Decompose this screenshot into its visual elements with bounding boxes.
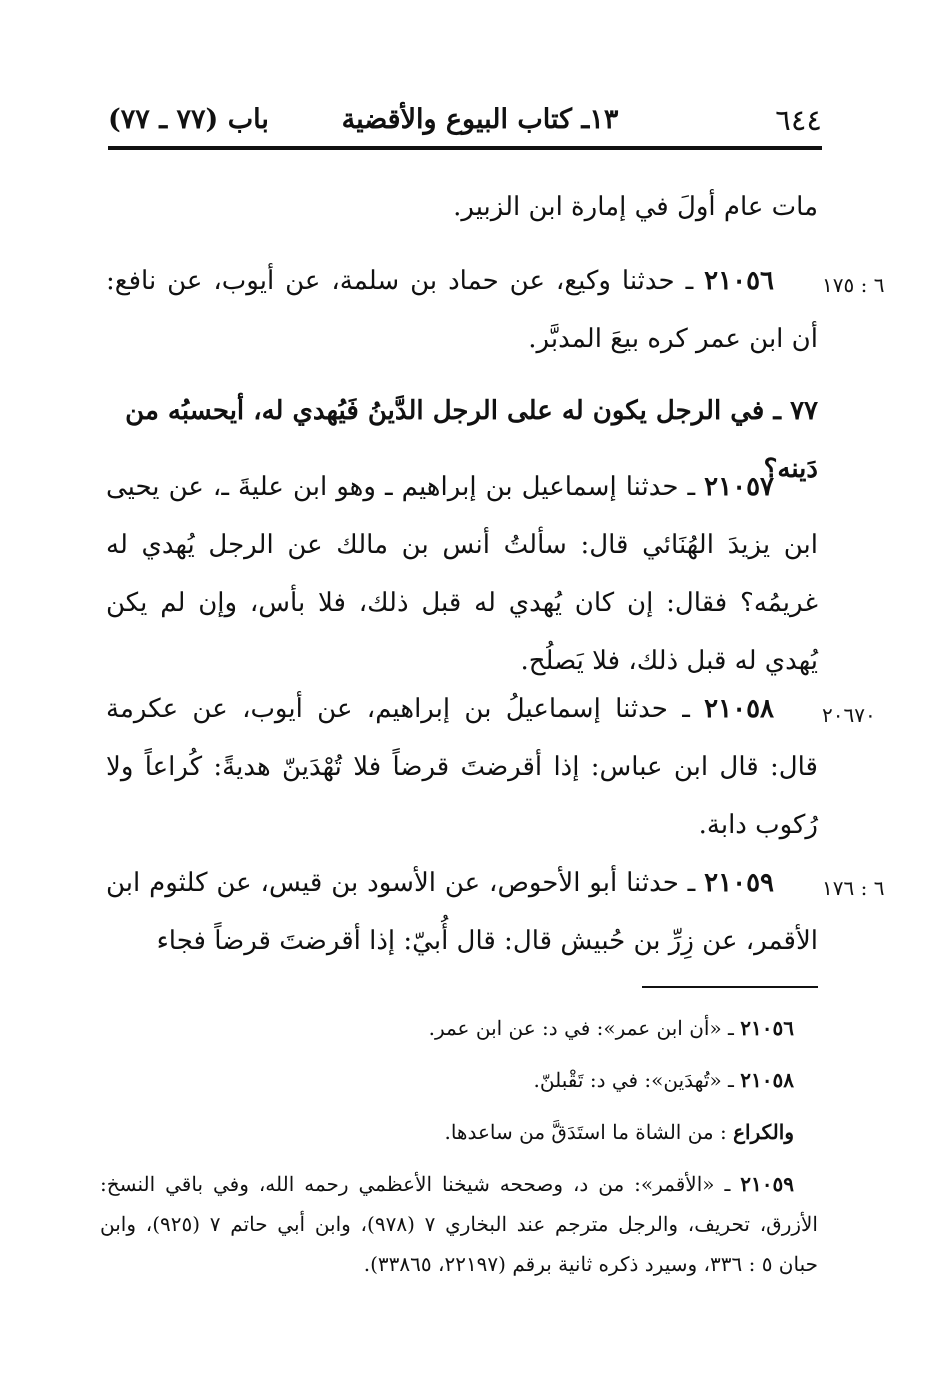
hadith-text: ـ حدثنا إسماعيلُ بن إبراهيم، عن أيوب، عن عكرمة قال: قال ابن عباس: إذا أقرضتَ قرضاً فلا تُهْدَينّ هديةً: كُراعاً ولا رُكوب دابة. bbox=[106, 694, 818, 840]
chapter-range: باب (٧٧ ـ ٧٧) bbox=[108, 104, 269, 135]
hadith-number: ٢١٠٥٨ bbox=[704, 694, 774, 724]
hadith-text: ـ حدثنا وكيع، عن حماد بن سلمة، عن أيوب، عن نافع: أن ابن عمر كره بيعَ المدبَّر. bbox=[106, 266, 818, 354]
footnote-kura bbox=[100, 1110, 818, 1154]
footnote-text: ـ «تُهدَين»: في د: تَقْبلنّ. bbox=[533, 1068, 741, 1092]
margin-ref-21056: ٦ : ١٧٥ bbox=[822, 273, 885, 297]
page-number: ٦٤٤ bbox=[775, 103, 822, 137]
hadith-21059 bbox=[106, 854, 818, 970]
hadith-21056 bbox=[106, 252, 818, 368]
margin-ref-21058: ٢٠٦٧٠ bbox=[822, 703, 876, 727]
footnote-number: ٢١٠٥٨ bbox=[740, 1068, 794, 1092]
footnote-label: والكراع bbox=[733, 1120, 794, 1144]
book-title: ١٣ـ كتاب البيوع والأقضية bbox=[341, 104, 619, 135]
footnote-rule bbox=[642, 986, 818, 988]
footnote-number: ٢١٠٥٦ bbox=[740, 1016, 794, 1040]
footnote-21058 bbox=[100, 1058, 818, 1102]
footnote-text: : من الشاة ما استَدَقَّ من ساعدها. bbox=[444, 1120, 734, 1144]
hadith-text: ـ حدثنا أبو الأحوص، عن الأسود بن قيس، عن كلثوم ابن الأقمر، عن زِرِّ بن حُبيش قال: قال أُبيّ: إذا أقرضتَ قرضاً فجاء bbox=[106, 868, 818, 956]
margin-ref-21059: ٦ : ١٧٦ bbox=[822, 876, 885, 900]
hadith-number: ٢١٠٥٩ bbox=[704, 868, 774, 898]
hadith-21057 bbox=[106, 458, 818, 690]
continuation-line: مات عام أولَ في إمارة ابن الزبير. bbox=[453, 192, 818, 222]
hadith-number: ٢١٠٥٧ bbox=[704, 472, 774, 502]
footnote-text: ـ «أن ابن عمر»: في د: عن ابن عمر. bbox=[428, 1016, 741, 1040]
footnote-21056 bbox=[100, 1006, 818, 1050]
footnote-text: ـ «الأقمر»: من د، وصححه شيخنا الأعظمي رحمه الله، وفي باقي النسخ: الأزرق، تحريف، والرجل مترجم عند البخاري ٧ (٩٧٨)، وابن أبي حاتم ٧ (٩٢٥)، وابن حبان ٥ : ٣٣٦، وسيرد ذكره ثانية برقم (٢٢١٩٧، ٣٣٨٦٥). bbox=[100, 1172, 818, 1276]
header-rule bbox=[108, 146, 822, 150]
chapter-heading: ٧٧ ـ في الرجل يكون له على الرجل الدَّينُ فَيُهدي له، أيحسبُه من دَينه؟ bbox=[125, 396, 818, 484]
hadith-21058 bbox=[106, 680, 818, 854]
footnote-21059 bbox=[100, 1164, 818, 1284]
footnote-number: ٢١٠٥٩ bbox=[740, 1172, 794, 1196]
hadith-number: ٢١٠٥٦ bbox=[704, 266, 774, 296]
hadith-text: ـ حدثنا إسماعيل بن إبراهيم ـ وهو ابن عليةَ ـ، عن يحيى ابن يزيدَ الهُنَائي قال: سألتُ أنس بن مالك عن الرجل يُهدي له غريمُه؟ فقال: إن كان يُهدي له قبل ذلك، فلا بأس، وإن لم يكن يُهدي له قبل ذلك، فلا يَصلُح. bbox=[106, 472, 818, 676]
